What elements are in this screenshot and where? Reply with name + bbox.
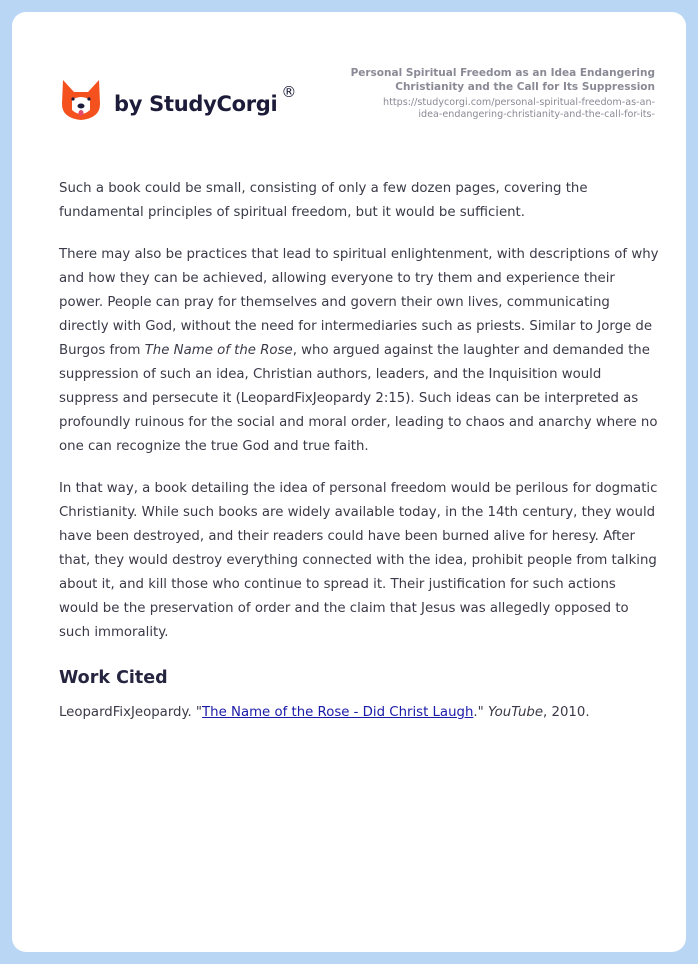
document-url[interactable] <box>325 97 655 121</box>
document-title: Personal Spiritual Freedom as an Idea Endangering Christianity and the Call for Its Suppression <box>350 67 655 93</box>
registered-mark: ® <box>281 83 297 101</box>
citation-year: , 2010. <box>543 705 590 720</box>
logo-text: by StudyCorgi <box>114 92 278 116</box>
studycorgi-logo[interactable] <box>60 76 296 124</box>
book-title: The Name of the Rose <box>144 343 293 358</box>
corgi-logo-icon <box>60 78 102 122</box>
paragraph-1: Such a book could be small, consisting of only a few dozen pages, covering the fundamental principles of spiritual freedom, but it would be sufficient. <box>59 181 588 220</box>
document-url-line1: https://studycorgi.com/personal-spiritual-freedom-as-an- <box>383 97 655 108</box>
citation-author: LeopardFixJeopardy. " <box>59 705 203 720</box>
document-body <box>59 177 659 743</box>
document-meta <box>325 66 655 121</box>
paragraph-2-text-b: , who argued against the laughter and demanded the suppression of such an idea, Christian authors, leaders, and the Inquisition would suppress and persecute it (LeopardFixJeopardy 2:15). Such ideas can be interpreted as profoundly ruinous for the social and moral order, leading to chaos and anarchy where no one can recognize the true God and true faith. <box>59 343 658 454</box>
page-header <box>12 12 686 152</box>
citation-punct: ." <box>473 705 488 720</box>
citation-source: YouTube <box>487 705 544 720</box>
citation-entry <box>59 701 659 725</box>
paragraph-2-text-a: There may also be practices that lead to spiritual enlightenment, with descriptions of why and how they can be achieved, allowing everyone to try them and experience their power. People can pray for themselves and govern their own lives, communicating directly with God, without the need for intermediaries such as priests. Similar to Jorge de Burgos from <box>59 247 659 358</box>
paragraph-2 <box>59 243 659 459</box>
paragraph-3: In that way, a book detailing the idea of personal freedom would be perilous for dogmatic Christianity. While such books are widely available today, in the 14th century, they would have been destroyed, and their readers could have been burned alive for heresy. After that, they would destroy everything connected with the idea, prohibit people from talking about it, and kill those who continue to spread it. Their justification for such actions would be the preservation of order and the claim that Jesus was allegedly opposed to such immorality. <box>59 481 658 640</box>
works-cited-heading: Work Cited <box>59 668 168 688</box>
citation-link[interactable]: The Name of the Rose - Did Christ Laugh <box>202 705 474 720</box>
document-url-line2: idea-endangering-christianity-and-the-call-for-its- <box>418 109 655 120</box>
document-page <box>12 12 686 952</box>
